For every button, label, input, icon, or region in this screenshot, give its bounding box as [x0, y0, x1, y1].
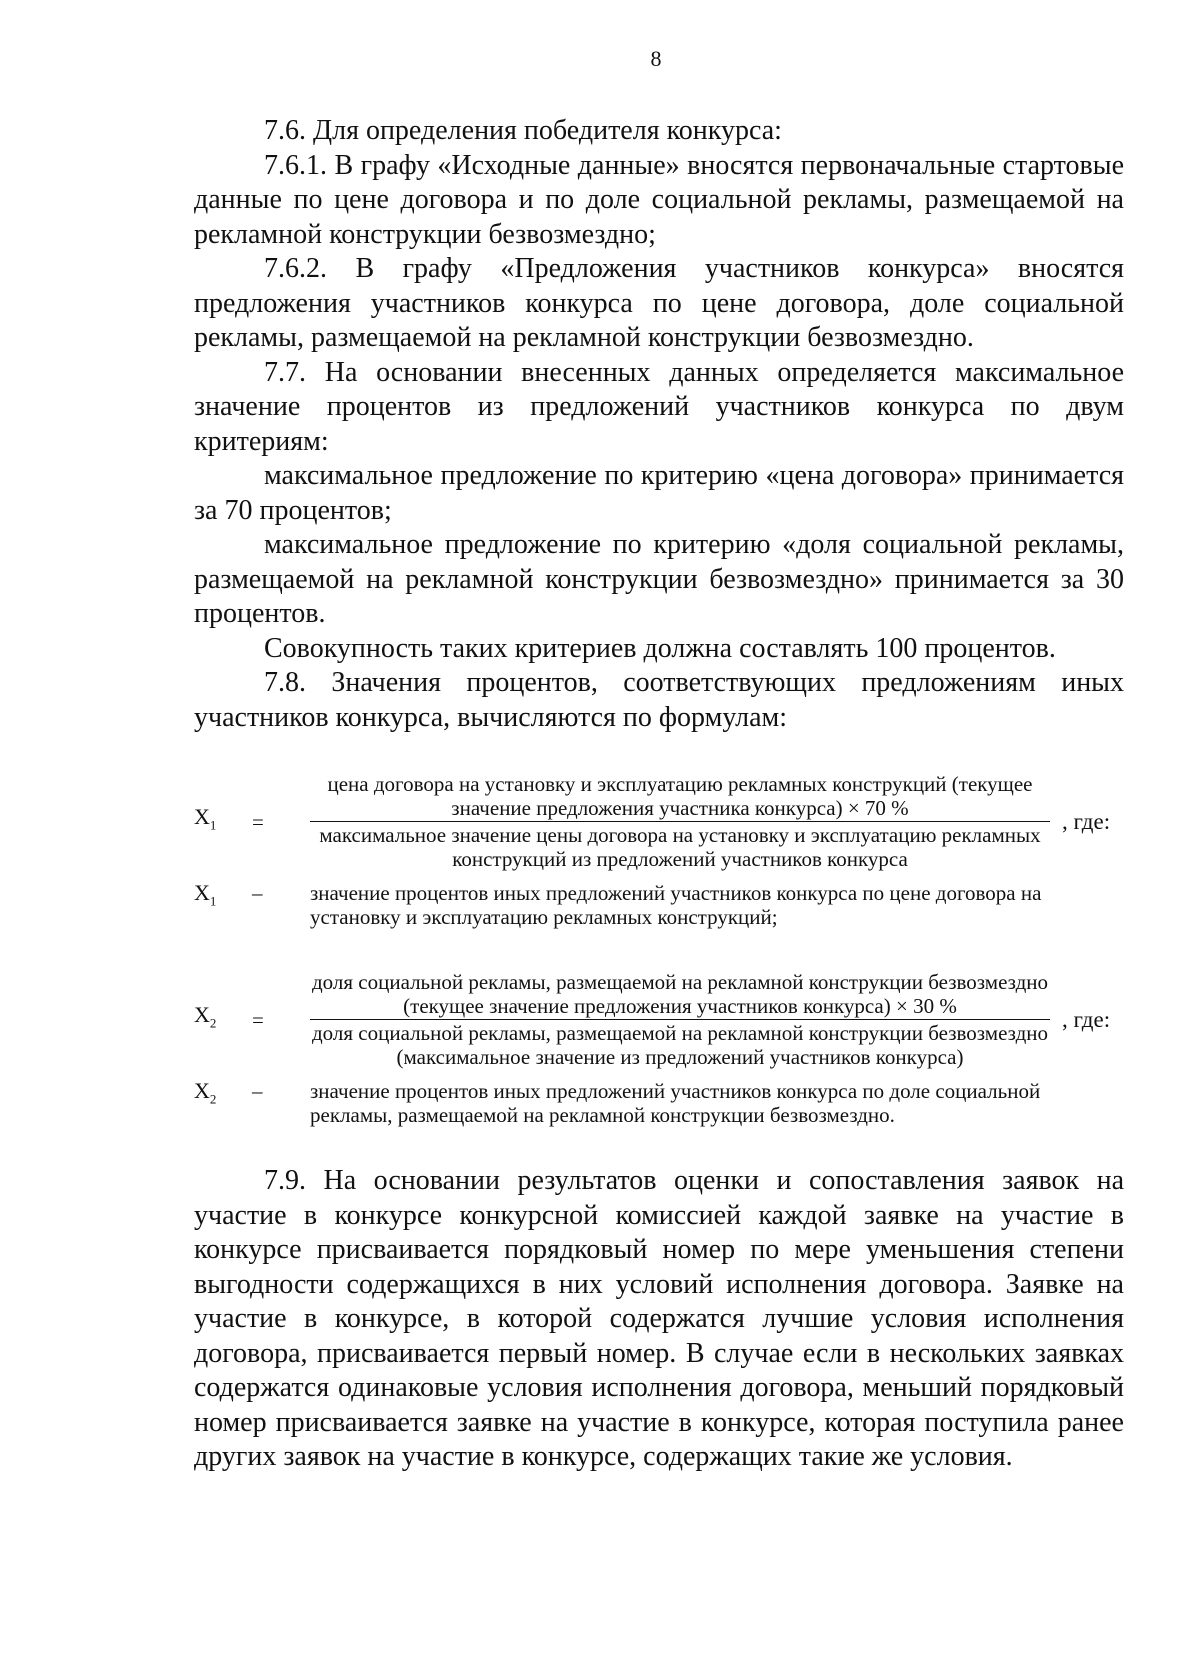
formula-x1-letter: X	[194, 804, 210, 830]
formula-x1-definition-row	[194, 881, 1134, 929]
paragraph-criteria-total: Совокупность таких критериев должна составлять 100 процентов.	[264, 632, 1056, 664]
paragraph-criterion-social: максимальное предложение по критерию «доля социальной рекламы, размещаемой на рекламной конструкции безвозмездно» принимается за 30 процентов.	[194, 529, 1124, 629]
paragraph-7-6-2: 7.6.2. В графу «Предложения участников конкурса» вносятся предложения участников конкурса по цене договора, доле социальной рекламы, размещаемой на рекламной конструкции безвозмездно.	[194, 253, 1124, 353]
bottom-text-block	[194, 1164, 1124, 1475]
top-text-block	[194, 114, 1124, 735]
formula-x2-def-letter: X	[194, 1078, 210, 1103]
formula-x2-numerator: доля социальной рекламы, размещаемой на рекламной конструкции безвозмездно (текущее значение предложения участников конкурса) × 30 %	[311, 970, 1049, 1018]
formula-x2-where: , где:	[1062, 1006, 1111, 1032]
paragraph-7-8: 7.8. Значения процентов, соответствующих предложениям иных участников конкурса, вычисляются по формулам:	[194, 667, 1124, 733]
formula-x2-variable	[194, 1003, 252, 1035]
formula-x1-variable	[194, 805, 252, 837]
formula-x1-fraction	[310, 772, 1050, 871]
formula-x1-subscript: 1	[209, 817, 217, 833]
formula-x1	[194, 772, 1134, 929]
formula-x2-fraction	[310, 970, 1050, 1069]
formula-x1-numerator: цена договора на установку и эксплуатацию рекламных конструкций (текущее значение предложения участника конкурса) × 70 %	[310, 772, 1050, 822]
paragraph-7-6: 7.6. Для определения победителя конкурса:	[264, 115, 782, 146]
formula-x1-equals: =	[252, 809, 264, 834]
formula-x1-denominator: максимальное значение цены договора на установку и эксплуатацию рекламных конструкций из предложений участников конкурса	[319, 823, 1041, 871]
page-number: 8	[650, 46, 662, 71]
formula-x1-def-dash: –	[252, 881, 263, 905]
formula-x2-equals: =	[252, 1007, 264, 1032]
formula-x2-letter: X	[194, 1002, 210, 1028]
formula-x1-def-letter: X	[194, 880, 210, 905]
formula-x1-def-variable	[194, 881, 252, 929]
formula-x2-definition-row	[194, 1079, 1134, 1127]
formula-x1-where: , где:	[1062, 808, 1111, 834]
formula-x2-def-dash: –	[252, 1079, 263, 1103]
formula-x1-equation	[194, 772, 1134, 871]
paragraph-7-9: 7.9. На основании результатов оценки и сопоставления заявок на участие в конкурсе конкурсной комиссией каждой заявке на участие в конкурсе присваивается порядковый номер по мере уменьшения степени выгодности содержащихся в них условий исполнения договора. Заявке на участие в конкурсе, в которой содержатся лучшие условия исполнения договора, присваивается первый номер. В случае если в нескольких заявках содержатся одинаковые условия исполнения договора, меньший порядковый номер присваивается заявке на участие в конкурсе, которая поступила ранее других заявок на участие в конкурсе, содержащих такие же условия.	[194, 1165, 1124, 1472]
formula-x1-definition: значение процентов иных предложений участников конкурса по цене договора на установку и эксплуатацию рекламных конструкций;	[310, 881, 1042, 929]
formula-x2-subscript: 2	[209, 1015, 217, 1031]
paragraph-criterion-price: максимальное предложение по критерию «цена договора» принимается за 70 процентов;	[194, 460, 1124, 526]
formula-x2-equation	[194, 970, 1134, 1069]
formula-x2-def-subscript: 2	[209, 1091, 217, 1107]
paragraph-7-6-1: 7.6.1. В графу «Исходные данные» вносятся первоначальные стартовые данные по цене договора и по доле социальной рекламы, размещаемой на рекламной конструкции безвозмездно;	[194, 149, 1124, 250]
paragraph-7-7: 7.7. На основании внесенных данных определяется максимальное значение процентов из предложений участников конкурса по двум критериям:	[194, 356, 1124, 457]
formula-x2-def-variable	[194, 1079, 252, 1127]
formula-x1-def-subscript: 1	[209, 893, 217, 909]
formula-x2	[194, 970, 1134, 1127]
formula-x2-definition: значение процентов иных предложений участников конкурса по доле социальной рекламы, размещаемой на рекламной конструкции безвозмездно.	[310, 1079, 1041, 1127]
formula-x2-denominator: доля социальной рекламы, размещаемой на рекламной конструкции безвозмездно (максимальное значение из предложений участников конкурса)	[311, 1021, 1049, 1069]
